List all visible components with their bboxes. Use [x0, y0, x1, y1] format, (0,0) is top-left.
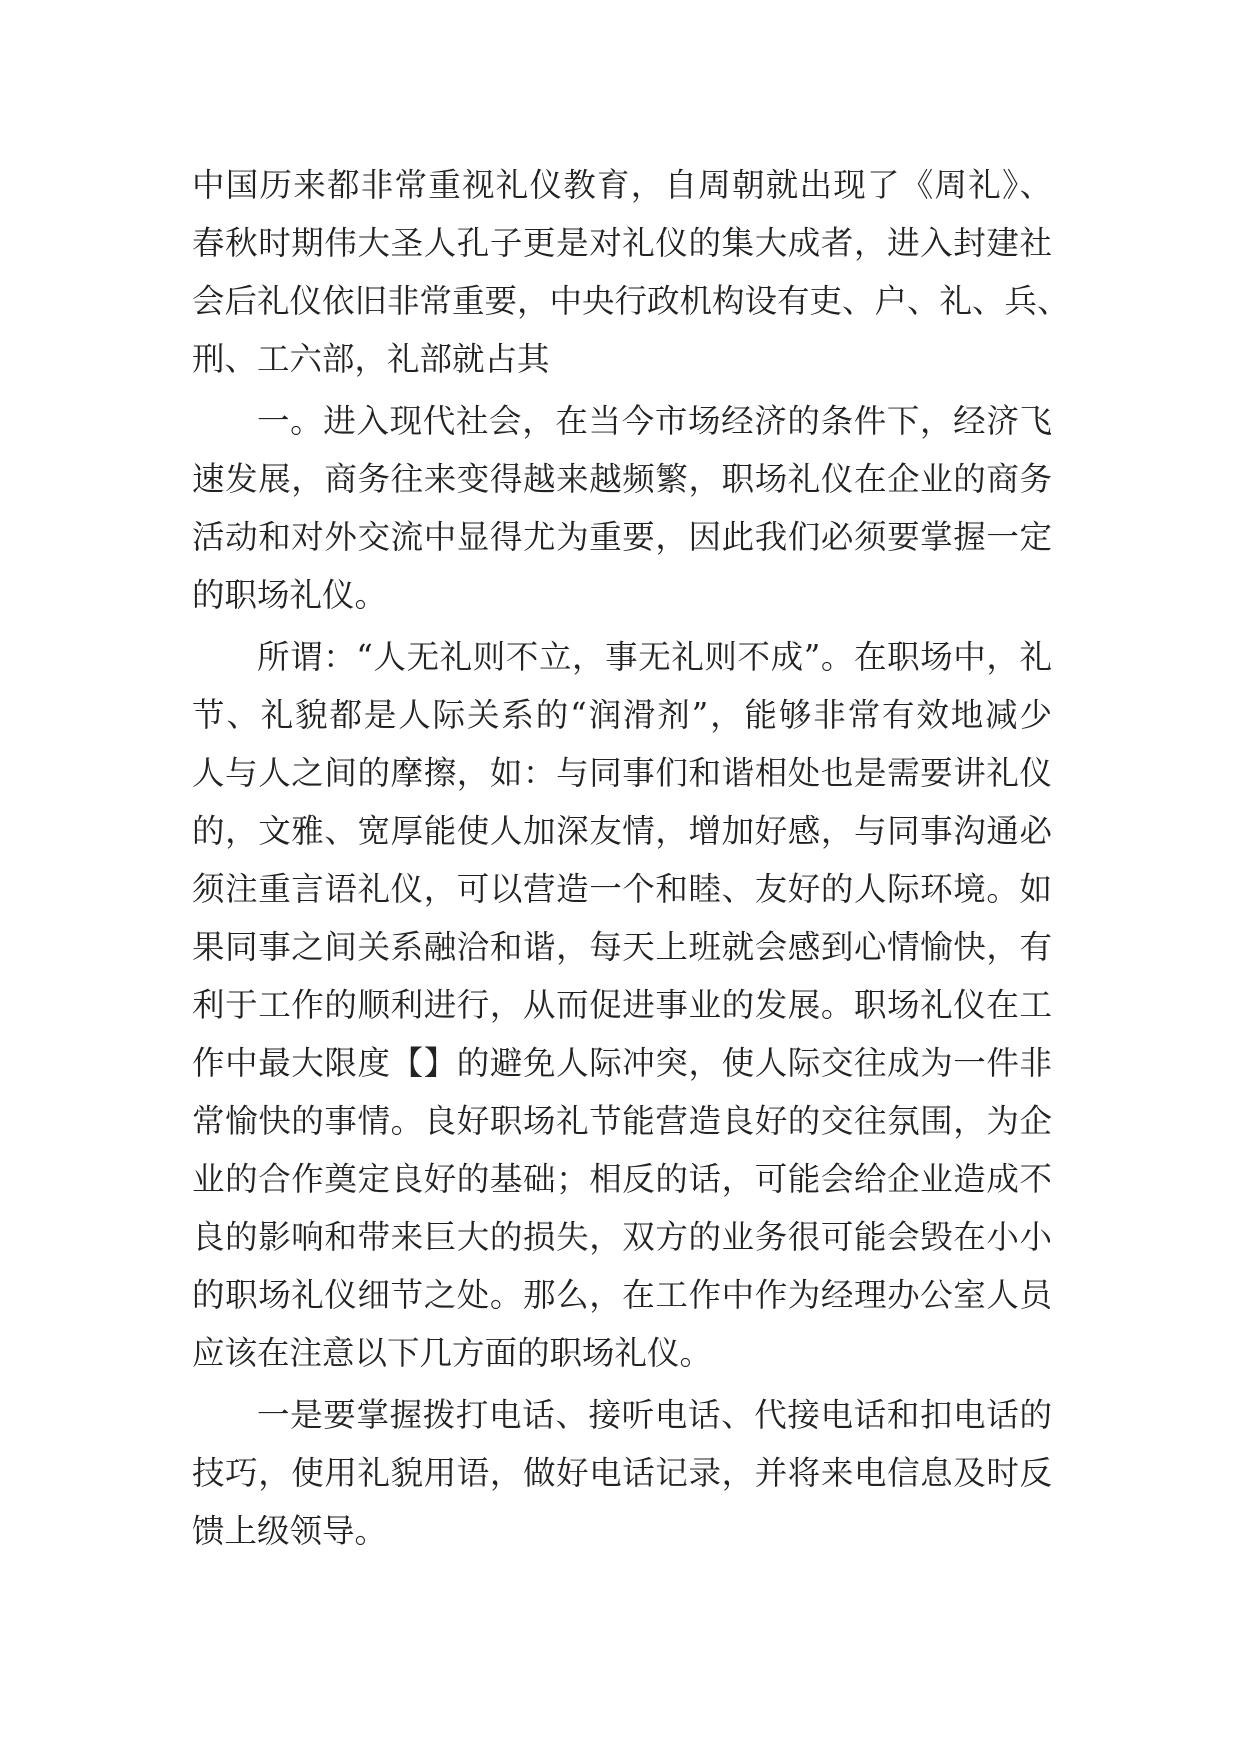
text-line: 会后礼仪依旧非常重要，中央行政机构设有吏、户、礼、兵、 [192, 282, 1070, 320]
text-line: 一。进入现代社会，在当今市场经济的条件下，经济飞 [257, 402, 1052, 440]
text-line: 业的合作奠定良好的基础；相反的话，可能会给企业造成不 [192, 1160, 1052, 1198]
text-line: 常愉快的事情。良好职场礼节能营造良好的交往氛围，为企 [192, 1102, 1052, 1140]
paragraph [192, 392, 1052, 624]
paragraph [192, 1386, 1052, 1560]
document-body [192, 156, 1070, 1560]
text-line: 的职场礼仪。 [192, 576, 388, 614]
text-line: 须注重言语礼仪，可以营造一个和睦、友好的人际环境。如 [192, 870, 1052, 908]
text-line: 应该在注意以下几方面的职场礼仪。 [192, 1334, 713, 1372]
text-line: 速发展，商务往来变得越来越频繁，职场礼仪在企业的商务 [192, 460, 1052, 498]
text-line: 节、礼貌都是人际关系的“润滑剂”，能够非常有效地减少 [192, 696, 1052, 734]
text-line: 技巧，使用礼貌用语，做好电话记录，并将来电信息及时反 [192, 1454, 1052, 1492]
paragraph [192, 628, 1052, 1382]
text-line: 利于工作的顺利进行，从而促进事业的发展。职场礼仪在工 [192, 986, 1052, 1024]
text-line: 果同事之间关系融洽和谐，每天上班就会感到心情愉快，有 [192, 928, 1052, 966]
text-line: 春秋时期伟大圣人孔子更是对礼仪的集大成者，进入封建社 [192, 224, 1052, 262]
text-line: 的职场礼仪细节之处。那么，在工作中作为经理办公室人员 [192, 1276, 1052, 1314]
text-line: 的，文雅、宽厚能使人加深友情，增加好感，与同事沟通必 [192, 812, 1052, 850]
text-line: 活动和对外交流中显得尤为重要，因此我们必须要掌握一定 [192, 518, 1052, 556]
text-line: 人与人之间的摩擦，如：与同事们和谐相处也是需要讲礼仪 [192, 754, 1052, 792]
text-line: 中国历来都非常重视礼仪教育，自周朝就出现了《周礼》、 [192, 166, 1052, 204]
text-line: 作中最大限度【】的避免人际冲突，使人际交往成为一件非 [192, 1044, 1052, 1082]
text-line: 良的影响和带来巨大的损失，双方的业务很可能会毁在小小 [192, 1218, 1052, 1256]
text-line: 馈上级领导。 [192, 1512, 388, 1550]
text-line: 一是要掌握拨打电话、接听电话、代接电话和扣电话的 [257, 1396, 1052, 1434]
text-line: 刑、工六部，礼部就占其 [192, 340, 550, 378]
paragraph [192, 156, 1070, 388]
text-line: 所谓：“人无礼则不立，事无礼则不成”。在职场中，礼 [257, 638, 1052, 676]
